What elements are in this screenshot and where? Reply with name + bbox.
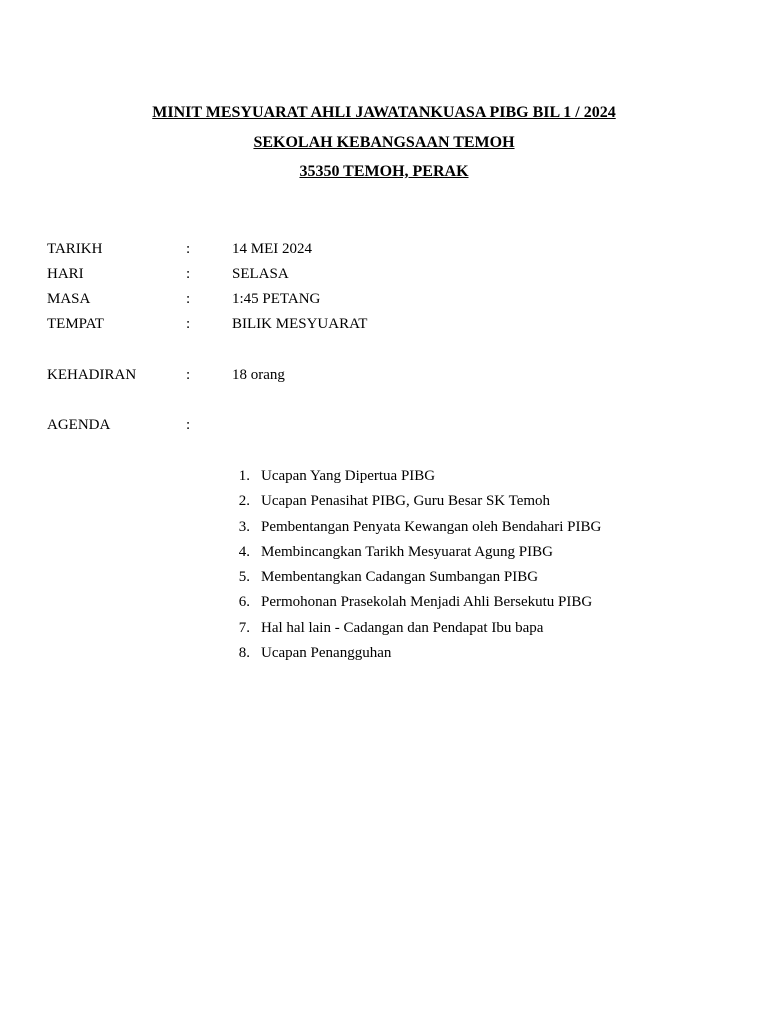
document-title: MINIT MESYUARAT AHLI JAWATANKUASA PIBG BIL 1 / 2024 [152, 104, 616, 121]
agenda-text: Hal hal lain - Cadangan dan Pendapat Ibu bapa [261, 619, 544, 636]
detail-value: 14 MEI 2024 [232, 241, 312, 257]
detail-row-tarikh [0, 239, 768, 259]
agenda-number: 8. [238, 645, 250, 662]
detail-colon: : [186, 291, 191, 307]
detail-label: AGENDA [47, 417, 111, 433]
agenda-number: 4. [238, 543, 250, 560]
detail-value: SELASA [232, 266, 289, 282]
detail-colon: : [186, 316, 191, 332]
detail-colon: : [186, 266, 191, 282]
detail-colon: : [186, 367, 191, 383]
detail-label: TEMPAT [47, 316, 104, 332]
agenda-item [0, 517, 768, 542]
agenda-text: Ucapan Penangguhan [261, 645, 392, 662]
agenda-number: 1. [238, 468, 250, 484]
agenda-number: 5. [238, 569, 250, 586]
agenda-text: Membincangkan Tarikh Mesyuarat Agung PIBG [261, 543, 553, 560]
agenda-text: Ucapan Penasihat PIBG, Guru Besar SK Temoh [261, 493, 551, 510]
agenda-item [0, 466, 768, 491]
detail-colon: : [186, 417, 191, 433]
detail-row-kehadiran [0, 365, 768, 385]
detail-label: HARI [47, 266, 84, 282]
detail-label: TARIKH [47, 241, 103, 257]
detail-row-masa [0, 289, 768, 309]
school-address: 35350 TEMOH, PERAK [299, 163, 469, 180]
agenda-list [0, 466, 768, 668]
agenda-text: Pembentangan Penyata Kewangan oleh Bendahari PIBG [261, 518, 602, 535]
agenda-text: Permohonan Prasekolah Menjadi Ahli Bersekutu PIBG [261, 594, 593, 611]
agenda-number: 7. [238, 619, 250, 636]
detail-label: KEHADIRAN [47, 367, 137, 383]
detail-value: BILIK MESYUARAT [232, 316, 368, 332]
detail-row-tempat [0, 314, 768, 334]
agenda-item [0, 542, 768, 567]
detail-value: 18 orang [232, 367, 285, 383]
detail-row-agenda [0, 415, 768, 435]
school-name: SEKOLAH KEBANGSAAN TEMOH [253, 134, 515, 151]
agenda-text: Ucapan Yang Dipertua PIBG [261, 468, 436, 484]
agenda-item [0, 567, 768, 592]
agenda-number: 6. [238, 594, 250, 611]
agenda-item [0, 491, 768, 516]
agenda-text: Membentangkan Cadangan Sumbangan PIBG [261, 569, 539, 586]
detail-value: 1:45 PETANG [232, 291, 321, 307]
agenda-item [0, 643, 768, 668]
detail-label: MASA [47, 291, 91, 307]
detail-row-hari [0, 264, 768, 284]
detail-colon: : [186, 241, 191, 257]
agenda-item [0, 618, 768, 643]
agenda-number: 2. [238, 493, 250, 510]
agenda-item [0, 592, 768, 617]
agenda-number: 3. [238, 518, 250, 535]
